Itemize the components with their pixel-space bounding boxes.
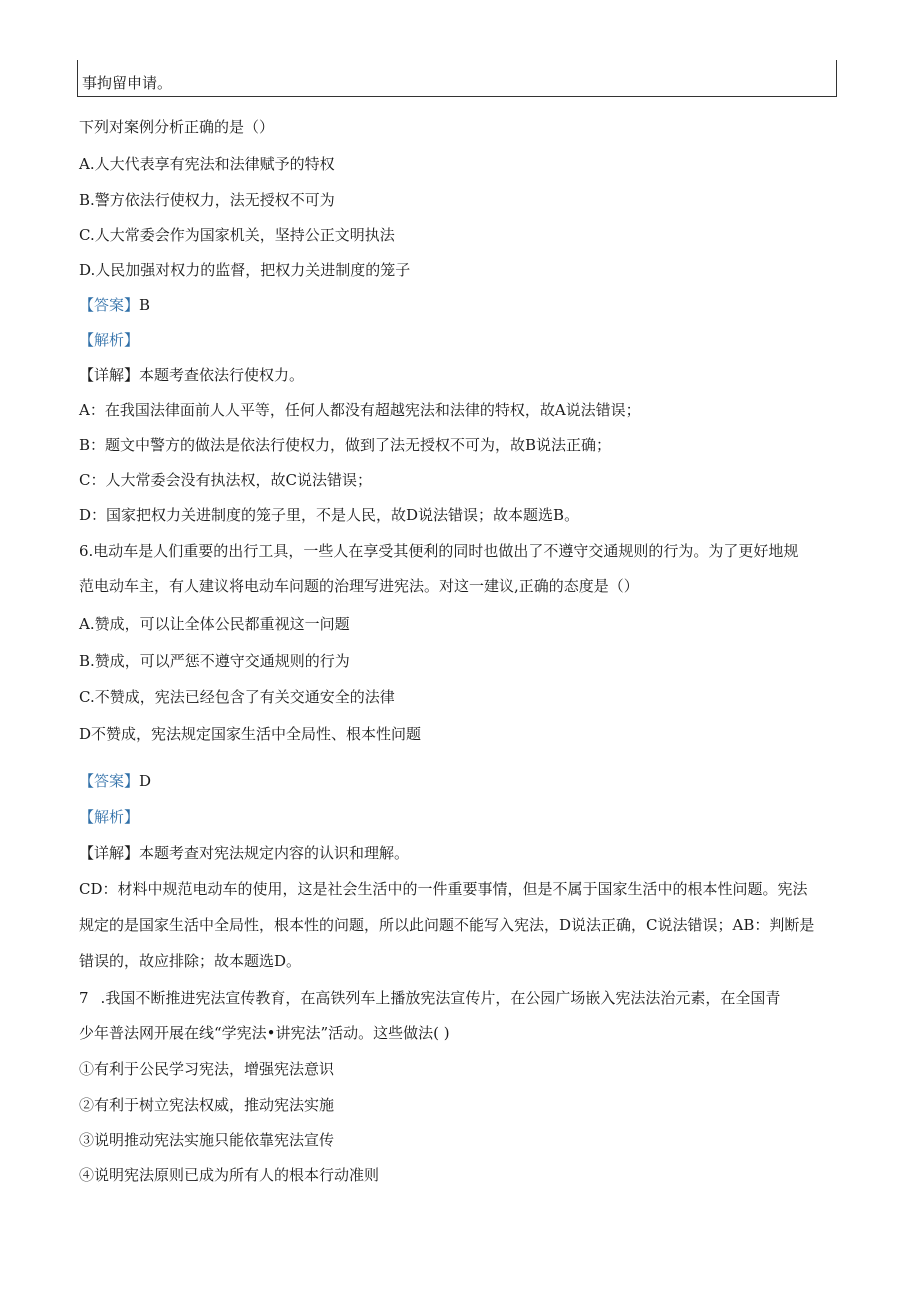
q7-number: 7 <box>79 989 89 1007</box>
q5-option-d: D.人民加强对权力的监督，把权力关进制度的笼子 <box>79 261 411 279</box>
top-box-frame <box>77 60 837 97</box>
q5-option-c: C.人大常委会作为国家机关，坚持公正文明执法 <box>79 226 395 244</box>
q5-explanation-b: B：题文中警方的做法是依法行使权力，做到了法无授权不可为，故B说法正确； <box>79 436 612 454</box>
q5-stem: 下列对案例分析正确的是（） <box>79 118 275 136</box>
q5-analysis-tag: 【解析】 <box>79 331 140 349</box>
q6-answer <box>79 774 151 789</box>
q6-analysis-tag: 【解析】 <box>79 808 140 826</box>
answer-tag: 【答案】 <box>79 296 140 314</box>
q6-stem-line1: 6.电动车是人们重要的出行工具，一些人在享受其便利的同时也做出了不遵守交通规则的行为。为了更好地规 <box>79 542 799 560</box>
q7-stem-line2: 少年普法网开展在线“学宪法•讲宪法”活动。这些做法( ) <box>79 1024 450 1042</box>
q7-item-3: ③说明推动宪法实施只能依靠宪法宣传 <box>79 1131 335 1149</box>
top-box-text: 事拘留申请。 <box>82 74 173 92</box>
q7-stem-text: .我国不断推进宪法宣传教育，在高铁列车上播放宪法宣传片，在公园广场嵌入宪法法治元素，在全国青 <box>100 989 781 1007</box>
q7-item-2: ②有利于树立宪法权威，推动宪法实施 <box>79 1096 335 1114</box>
q6-detail <box>79 846 409 861</box>
detail-tag: 【详解】 <box>79 844 140 862</box>
q5-explanation-d: D：国家把权力关进制度的笼子里，不是人民，故D说法错误；故本题选B。 <box>79 506 580 524</box>
q5-option-a: A.人大代表享有宪法和法律赋予的特权 <box>79 155 335 173</box>
q6-option-a: A.赞成，可以让全体公民都重视这一问题 <box>79 615 350 633</box>
q6-explanation-line1: CD：材料中规范电动车的使用，这是社会生活中的一件重要事情，但是不属于国家生活中的根本性问题。宪法 <box>79 880 808 898</box>
q7-stem-line1 <box>79 991 780 1006</box>
answer-value: D <box>139 772 152 790</box>
q5-answer <box>79 298 150 313</box>
answer-value: B <box>139 296 151 314</box>
q6-option-c: C.不赞成，宪法已经包含了有关交通安全的法律 <box>79 688 395 706</box>
q6-option-d: D不赞成，宪法规定国家生活中全局性、根本性问题 <box>79 725 422 743</box>
q5-detail <box>79 368 304 383</box>
q6-option-b: B.赞成，可以严惩不遵守交通规则的行为 <box>79 652 350 670</box>
answer-tag: 【答案】 <box>79 772 140 790</box>
q7-item-4: ④说明宪法原则已成为所有人的根本行动准则 <box>79 1166 380 1184</box>
q6-explanation-line3: 错误的，故应排除；故本题选D。 <box>79 952 302 970</box>
q6-explanation-line2: 规定的是国家生活中全局性，根本性的问题，所以此问题不能写入宪法，D说法正确，C说法错误；AB：判断是 <box>79 916 815 934</box>
q5-explanation-a: A：在我国法律面前人人平等，任何人都没有超越宪法和法律的特权，故A说法错误； <box>79 401 641 419</box>
q7-item-1: ①有利于公民学习宪法，增强宪法意识 <box>79 1060 335 1078</box>
q5-option-b: B.警方依法行使权力，法无授权不可为 <box>79 191 335 209</box>
q6-stem-line2: 范电动车主，有人建议将电动车问题的治理写进宪法。对这一建议,正确的态度是（） <box>79 577 639 595</box>
q5-explanation-c: C：人大常委会没有执法权，故C说法错误； <box>79 471 372 489</box>
detail-text: 本题考查依法行使权力。 <box>139 366 305 384</box>
detail-text: 本题考查对宪法规定内容的认识和理解。 <box>139 844 410 862</box>
detail-tag: 【详解】 <box>79 366 140 384</box>
